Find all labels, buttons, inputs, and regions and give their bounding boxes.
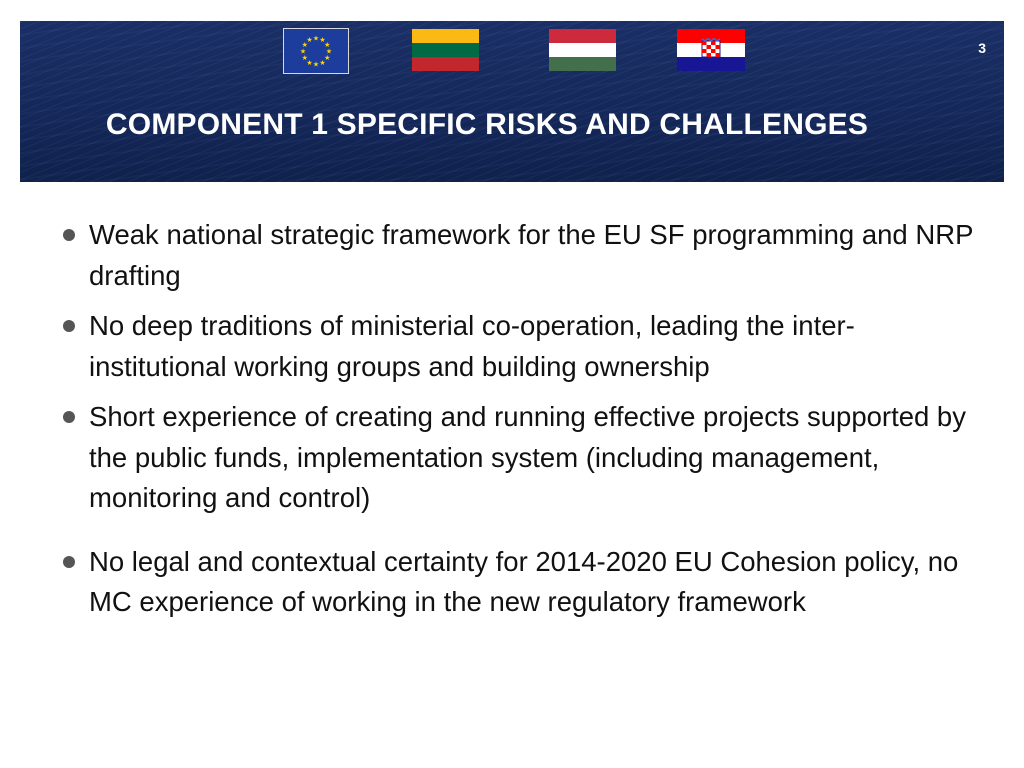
bullet-list bbox=[60, 215, 990, 633]
bullet-dot-icon bbox=[63, 411, 75, 423]
eu-star-icon: ★ bbox=[299, 47, 307, 56]
bullet-dot-icon bbox=[63, 320, 75, 332]
bullet-text: Short experience of creating and running effective projects supported by the public funds, implementation system (including management, monitoring and control) bbox=[89, 401, 966, 513]
slide-title: COMPONENT 1 SPECIFIC RISKS AND CHALLENGES bbox=[105, 108, 869, 141]
bullet-text: No deep traditions of ministerial co-operation, leading the inter-institutional working groups and building ownership bbox=[89, 310, 855, 382]
croatia-coat-of-arms-icon bbox=[701, 38, 721, 62]
eu-star-icon: ★ bbox=[324, 54, 331, 62]
eu-star-icon: ★ bbox=[301, 41, 308, 49]
bullet-item bbox=[60, 306, 990, 387]
page-number: 3 bbox=[978, 40, 986, 56]
eu-star-icon: ★ bbox=[301, 54, 308, 62]
bullet-dot-icon bbox=[63, 556, 75, 568]
eu-star-icon: ★ bbox=[312, 60, 320, 69]
bullet-item bbox=[60, 542, 990, 623]
bullet-text: No legal and contextual certainty for 2014-2020 EU Cohesion policy, no MC experience of working in the new regulatory framework bbox=[89, 545, 959, 617]
bullet-item bbox=[60, 397, 990, 519]
lithuania-flag-icon bbox=[412, 29, 479, 71]
eu-star-icon: ★ bbox=[319, 36, 326, 45]
eu-star-icon: ★ bbox=[325, 47, 333, 56]
eu-star-icon: ★ bbox=[319, 58, 326, 67]
eu-star-icon: ★ bbox=[306, 58, 313, 67]
bullet-item bbox=[60, 215, 990, 296]
bullet-text: Weak national strategic framework for the EU SF programming and NRP drafting bbox=[89, 219, 973, 291]
croatia-flag-icon bbox=[677, 29, 745, 71]
header-banner bbox=[20, 21, 1004, 182]
bullet-dot-icon bbox=[63, 229, 75, 241]
hungary-flag-icon bbox=[549, 29, 616, 71]
eu-star-icon: ★ bbox=[324, 41, 331, 49]
eu-star-icon: ★ bbox=[312, 34, 320, 43]
eu-star-icon: ★ bbox=[306, 36, 313, 45]
eu-flag-icon bbox=[283, 28, 349, 74]
